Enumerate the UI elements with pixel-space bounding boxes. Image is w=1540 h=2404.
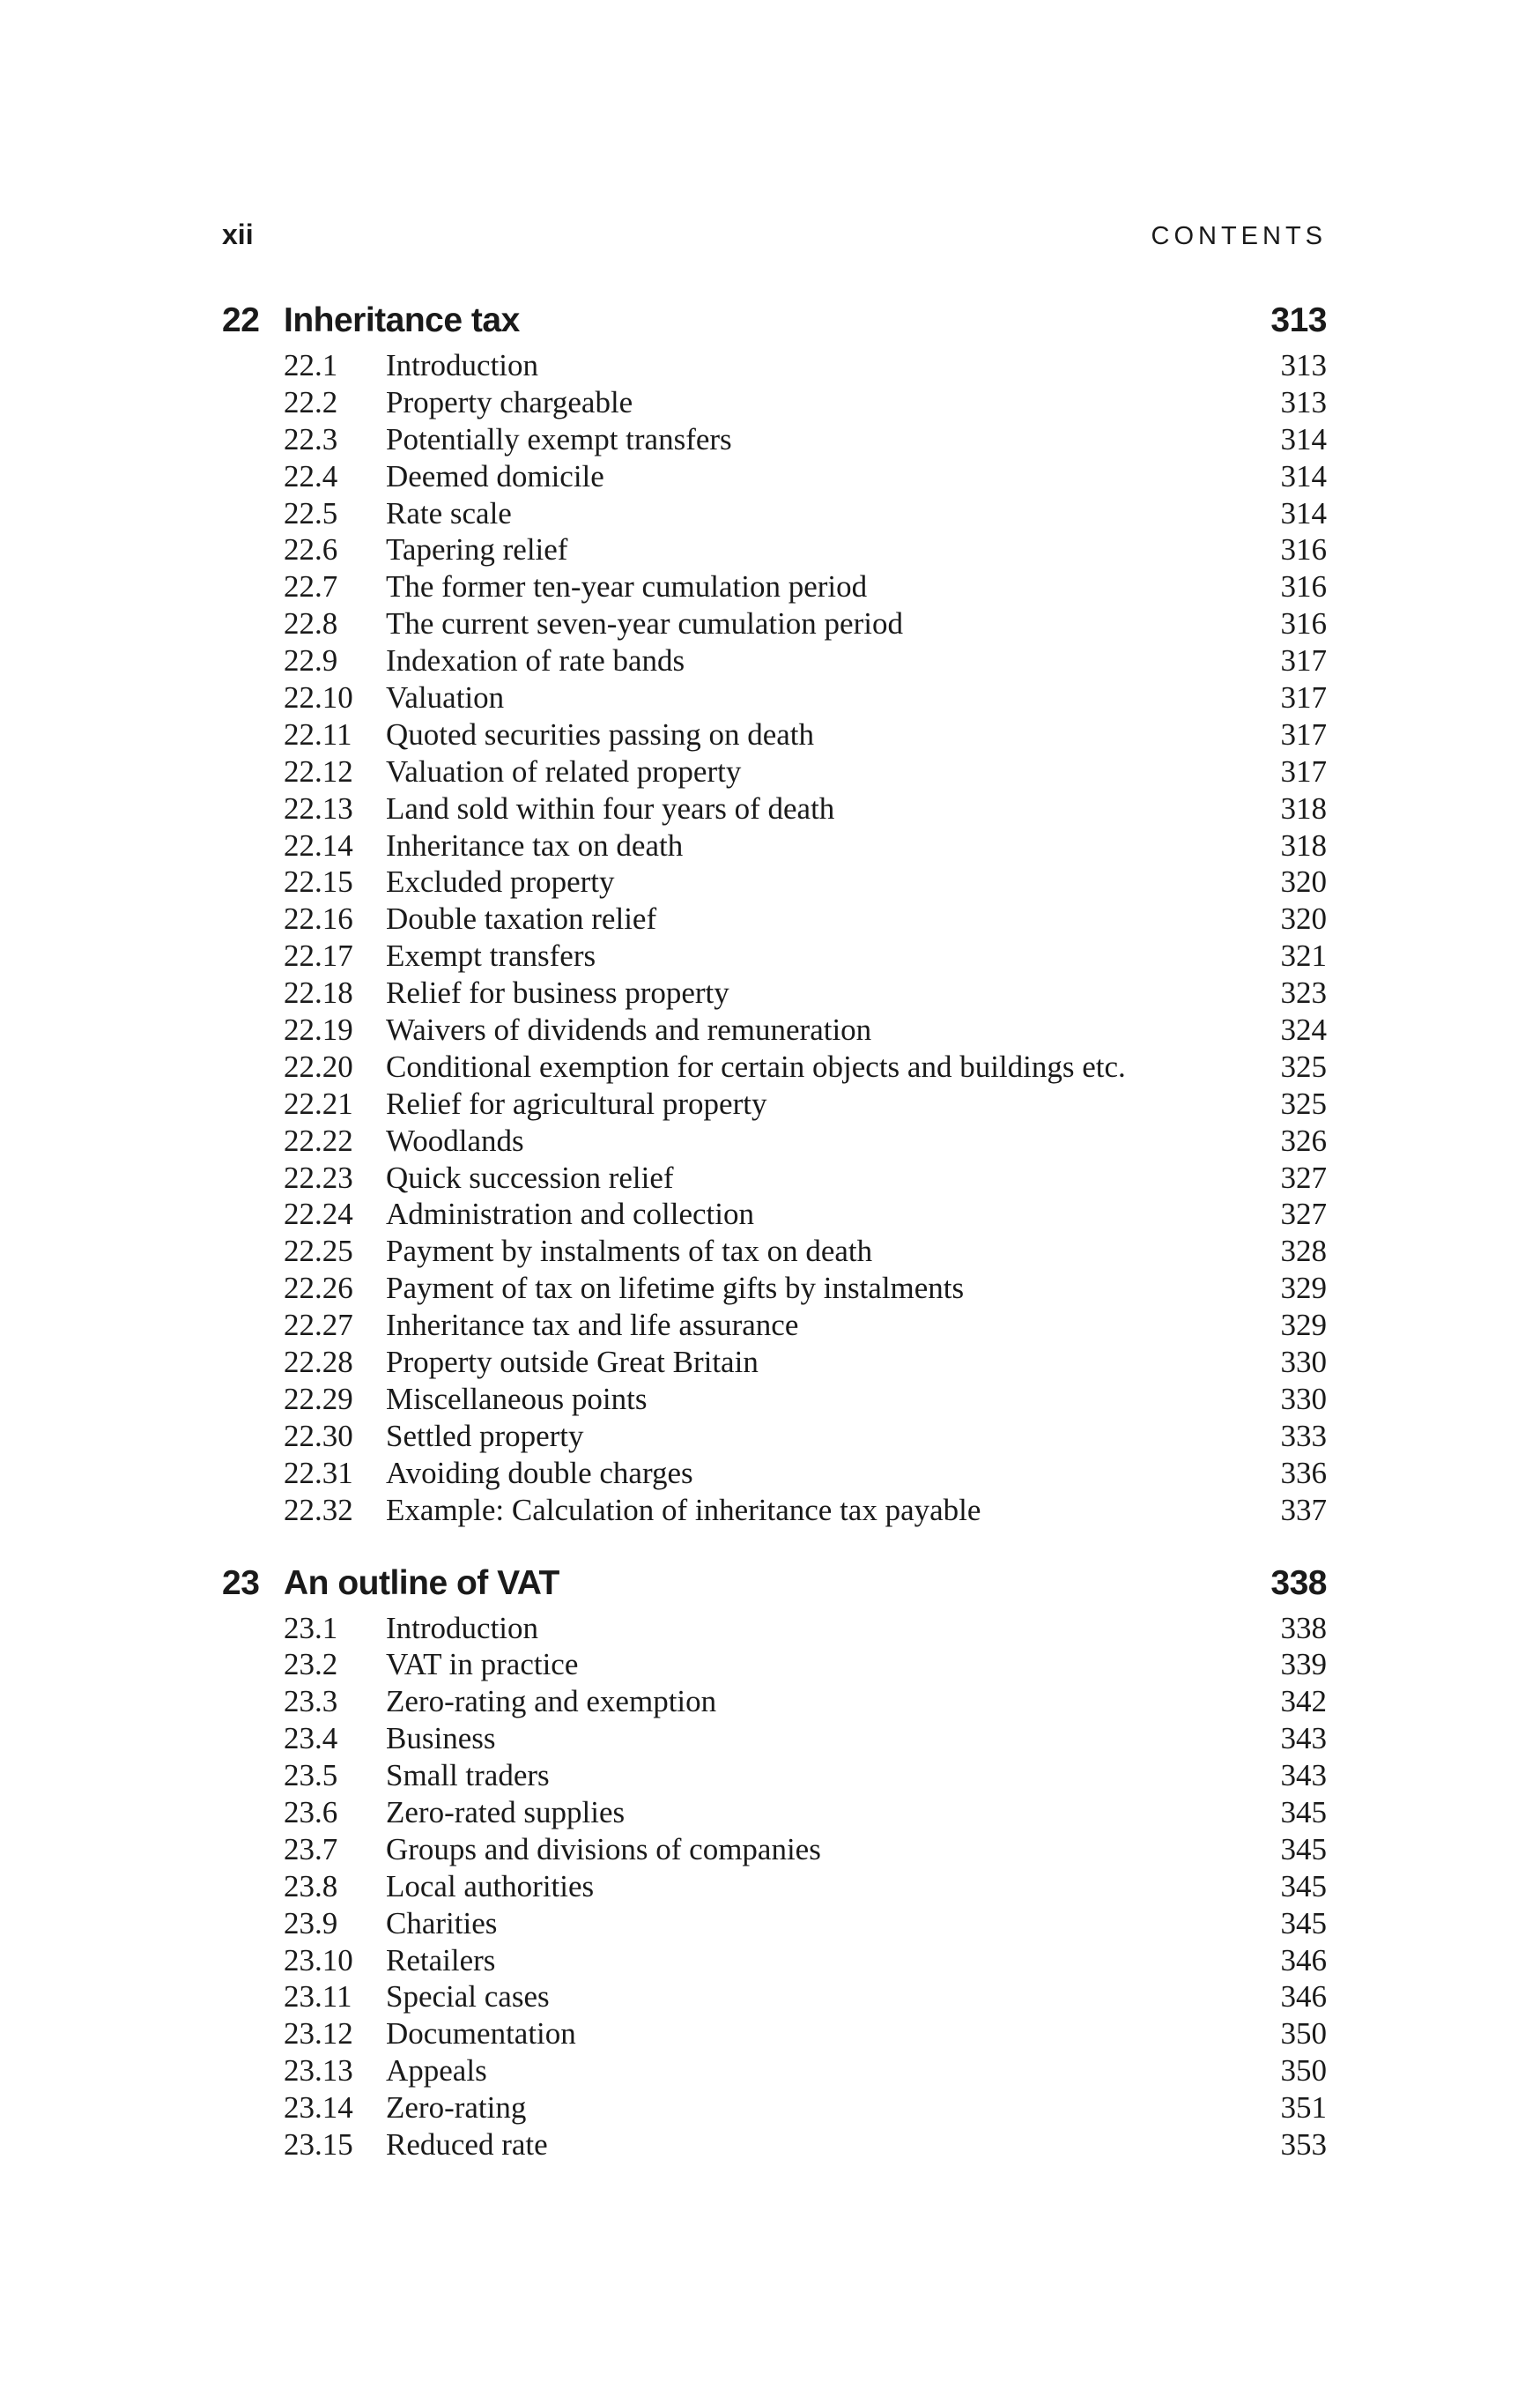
section-number: 22.14 <box>284 827 353 863</box>
chapter-heading <box>222 1564 1327 1610</box>
chapter-number: 22 <box>222 301 260 339</box>
toc-entry <box>222 1086 1327 1123</box>
section-title: Introduction <box>386 1610 539 1645</box>
section-page-number: 316 <box>1280 569 1327 605</box>
running-head: CONTENTS <box>1151 222 1327 250</box>
section-title: Special cases <box>386 1979 550 2014</box>
toc-entry <box>222 938 1327 975</box>
section-page-number: 329 <box>1280 1271 1327 1306</box>
toc-entry <box>222 975 1327 1012</box>
section-title: Zero-rated supplies <box>386 1794 626 1829</box>
chapter-23 <box>222 1564 1327 2163</box>
table-of-contents <box>222 301 1327 2163</box>
section-title: Relief for agricultural property <box>386 1086 767 1121</box>
section-title: Charities <box>386 1905 498 1940</box>
section-page-number: 314 <box>1280 421 1327 456</box>
section-page-number: 317 <box>1280 753 1327 789</box>
section-number: 22.24 <box>284 1197 353 1232</box>
chapter-title: Inheritance tax <box>284 301 520 339</box>
section-number: 22.29 <box>284 1381 353 1416</box>
toc-entry <box>222 1381 1327 1418</box>
section-title: Payment by instalments of tax on death <box>386 1234 873 1269</box>
section-number: 23.14 <box>284 2090 353 2126</box>
section-title: Payment of tax on lifetime gifts by instalments <box>386 1271 965 1306</box>
toc-entry <box>222 1831 1327 1868</box>
section-page-number: 345 <box>1280 1868 1327 1903</box>
chapter-page-number: 313 <box>1270 301 1327 339</box>
toc-entry <box>222 1905 1327 1942</box>
toc-entry <box>222 2126 1327 2163</box>
section-number: 22.8 <box>284 606 338 642</box>
toc-entry <box>222 2089 1327 2126</box>
section-number: 23.8 <box>284 1868 338 1903</box>
section-page-number: 313 <box>1280 348 1327 382</box>
chapter-22 <box>222 301 1327 1529</box>
section-page-number: 339 <box>1280 1647 1327 1682</box>
section-title: Introduction <box>386 348 539 382</box>
section-number: 22.18 <box>284 976 353 1011</box>
section-page-number: 351 <box>1280 2090 1327 2126</box>
toc-entry <box>222 716 1327 753</box>
section-page-number: 346 <box>1280 1979 1327 2014</box>
section-page-number: 330 <box>1280 1381 1327 1416</box>
section-page-number: 350 <box>1280 2053 1327 2089</box>
toc-entry <box>222 1868 1327 1905</box>
section-title: Valuation <box>386 680 505 716</box>
section-page-number: 343 <box>1280 1721 1327 1756</box>
toc-entry <box>222 1794 1327 1831</box>
section-title: Double taxation relief <box>386 902 657 937</box>
section-title: Appeals <box>386 2053 487 2089</box>
section-page-number: 317 <box>1280 680 1327 716</box>
section-number: 22.4 <box>284 458 338 493</box>
section-title: Tapering relief <box>386 532 568 568</box>
section-title: Small traders <box>386 1758 550 1793</box>
section-number: 22.11 <box>284 716 352 752</box>
section-title: Property outside Great Britain <box>386 1345 759 1380</box>
section-title: Relief for business property <box>386 976 729 1011</box>
section-number: 22.28 <box>284 1345 353 1380</box>
toc-entry <box>222 531 1327 568</box>
section-page-number: 345 <box>1280 1794 1327 1829</box>
section-title: Documentation <box>386 2016 576 2052</box>
section-page-number: 321 <box>1280 939 1327 974</box>
section-page-number: 345 <box>1280 1905 1327 1940</box>
section-page-number: 350 <box>1280 2016 1327 2052</box>
section-page-number: 316 <box>1280 606 1327 642</box>
toc-entry <box>222 1492 1327 1529</box>
section-title: Zero-rating <box>386 2090 527 2126</box>
toc-entry <box>222 1196 1327 1233</box>
section-title: The former ten-year cumulation period <box>386 569 868 605</box>
section-title: Land sold within four years of death <box>386 790 835 826</box>
section-list <box>222 1610 1327 2163</box>
chapter-number: 23 <box>222 1563 260 1602</box>
section-title: Quick succession relief <box>386 1160 674 1195</box>
toc-entry <box>222 495 1327 532</box>
page-folio: xii <box>222 219 254 250</box>
section-number: 22.2 <box>284 384 338 419</box>
toc-entry <box>222 1123 1327 1160</box>
section-page-number: 328 <box>1280 1234 1327 1269</box>
toc-entry <box>222 1049 1327 1086</box>
section-number: 22.22 <box>284 1123 353 1158</box>
section-page-number: 325 <box>1280 1086 1327 1121</box>
section-number: 22.31 <box>284 1455 353 1490</box>
section-number: 23.12 <box>284 2016 353 2052</box>
section-title: Excluded property <box>386 864 615 900</box>
section-title: Zero-rating and exemption <box>386 1684 717 1719</box>
toc-entry <box>222 1270 1327 1307</box>
section-number: 22.12 <box>284 753 353 789</box>
section-page-number: 320 <box>1280 902 1327 937</box>
chapter-title: An outline of VAT <box>284 1563 559 1602</box>
section-title: Indexation of rate bands <box>386 643 685 679</box>
section-page-number: 317 <box>1280 716 1327 752</box>
section-number: 22.26 <box>284 1271 353 1306</box>
section-page-number: 318 <box>1280 827 1327 863</box>
toc-entry <box>222 864 1327 901</box>
section-page-number: 316 <box>1280 532 1327 568</box>
section-page-number: 313 <box>1280 384 1327 419</box>
section-page-number: 346 <box>1280 1942 1327 1977</box>
toc-entry <box>222 1683 1327 1720</box>
section-number: 22.13 <box>284 790 353 826</box>
section-page-number: 343 <box>1280 1758 1327 1793</box>
section-page-number: 342 <box>1280 1684 1327 1719</box>
section-number: 22.23 <box>284 1160 353 1195</box>
section-number: 23.11 <box>284 1979 352 2014</box>
section-page-number: 329 <box>1280 1308 1327 1343</box>
toc-entry <box>222 827 1327 864</box>
section-page-number: 327 <box>1280 1197 1327 1232</box>
section-title: Waivers of dividends and remuneration <box>386 1013 872 1048</box>
section-number: 23.6 <box>284 1794 338 1829</box>
section-page-number: 330 <box>1280 1345 1327 1380</box>
section-title: VAT in practice <box>386 1647 579 1682</box>
section-title: Inheritance tax on death <box>386 827 684 863</box>
section-page-number: 314 <box>1280 458 1327 493</box>
toc-entry <box>222 1757 1327 1794</box>
toc-entry <box>222 1418 1327 1455</box>
section-number: 23.5 <box>284 1758 338 1793</box>
section-page-number: 325 <box>1280 1049 1327 1084</box>
section-title: Woodlands <box>386 1123 524 1158</box>
toc-entry <box>222 679 1327 716</box>
section-title: Retailers <box>386 1942 496 1977</box>
toc-entry <box>222 421 1327 458</box>
section-page-number: 336 <box>1280 1455 1327 1490</box>
section-page-number: 353 <box>1280 2126 1327 2162</box>
section-title: Reduced rate <box>386 2126 548 2162</box>
section-number: 23.4 <box>284 1721 338 1756</box>
section-page-number: 317 <box>1280 643 1327 679</box>
section-title: Avoiding double charges <box>386 1455 693 1490</box>
toc-entry <box>222 1646 1327 1683</box>
section-number: 22.9 <box>284 643 338 679</box>
toc-entry <box>222 790 1327 827</box>
section-title: The current seven-year cumulation period <box>386 606 903 642</box>
section-page-number: 345 <box>1280 1831 1327 1866</box>
section-title: Property chargeable <box>386 384 633 419</box>
section-title: Example: Calculation of inheritance tax payable <box>386 1492 981 1527</box>
section-title: Business <box>386 1721 496 1756</box>
section-page-number: 323 <box>1280 976 1327 1011</box>
section-title: Quoted securities passing on death <box>386 716 815 752</box>
toc-entry <box>222 2052 1327 2089</box>
section-number: 22.19 <box>284 1013 353 1048</box>
section-number: 22.20 <box>284 1049 353 1084</box>
toc-entry <box>222 568 1327 605</box>
section-number: 22.25 <box>284 1234 353 1269</box>
section-title: Valuation of related property <box>386 753 742 789</box>
contents-page <box>222 219 1327 2163</box>
section-number: 23.13 <box>284 2053 353 2089</box>
section-page-number: 327 <box>1280 1160 1327 1195</box>
toc-entry <box>222 1160 1327 1197</box>
section-title: Inheritance tax and life assurance <box>386 1308 799 1343</box>
chapter-page-number: 338 <box>1270 1563 1327 1602</box>
section-number: 23.7 <box>284 1831 338 1866</box>
toc-entry <box>222 347 1327 384</box>
toc-entry <box>222 605 1327 642</box>
section-title: Miscellaneous points <box>386 1381 648 1416</box>
section-number: 23.9 <box>284 1905 338 1940</box>
section-number: 23.15 <box>284 2126 353 2162</box>
toc-entry <box>222 1344 1327 1381</box>
section-number: 22.5 <box>284 495 338 531</box>
section-number: 22.16 <box>284 902 353 937</box>
toc-entry <box>222 1720 1327 1757</box>
section-title: Settled property <box>386 1418 584 1453</box>
toc-entry <box>222 901 1327 938</box>
section-number: 22.10 <box>284 680 353 716</box>
section-title: Potentially exempt transfers <box>386 421 732 456</box>
section-page-number: 333 <box>1280 1418 1327 1453</box>
section-title: Rate scale <box>386 495 512 531</box>
section-title: Groups and divisions of companies <box>386 1831 821 1866</box>
toc-entry <box>222 384 1327 421</box>
section-number: 22.3 <box>284 421 338 456</box>
section-title: Administration and collection <box>386 1197 754 1232</box>
section-number: 22.1 <box>284 348 338 382</box>
toc-entry <box>222 1610 1327 1647</box>
section-number: 23.3 <box>284 1684 338 1719</box>
section-page-number: 337 <box>1280 1492 1327 1527</box>
section-page-number: 318 <box>1280 790 1327 826</box>
section-page-number: 314 <box>1280 495 1327 531</box>
page-header <box>222 219 1327 257</box>
toc-entry <box>222 458 1327 495</box>
section-number: 22.30 <box>284 1418 353 1453</box>
toc-entry <box>222 2015 1327 2052</box>
section-number: 22.21 <box>284 1086 353 1121</box>
toc-entry <box>222 1942 1327 1979</box>
toc-entry <box>222 1307 1327 1344</box>
toc-entry <box>222 1978 1327 2015</box>
section-title: Conditional exemption for certain objects and buildings etc. <box>386 1049 1126 1084</box>
section-number: 22.7 <box>284 569 338 605</box>
toc-entry <box>222 1455 1327 1492</box>
toc-entry <box>222 642 1327 679</box>
section-page-number: 326 <box>1280 1123 1327 1158</box>
section-number: 23.2 <box>284 1647 338 1682</box>
section-number: 23.10 <box>284 1942 353 1977</box>
toc-entry <box>222 753 1327 790</box>
toc-entry <box>222 1233 1327 1270</box>
chapter-heading <box>222 301 1327 347</box>
toc-entry <box>222 1012 1327 1049</box>
section-title: Exempt transfers <box>386 939 596 974</box>
section-page-number: 338 <box>1280 1610 1327 1645</box>
section-number: 22.6 <box>284 532 338 568</box>
section-number: 22.15 <box>284 864 353 900</box>
section-list <box>222 347 1327 1529</box>
section-number: 22.32 <box>284 1492 353 1527</box>
section-number: 22.17 <box>284 939 353 974</box>
section-title: Local authorities <box>386 1868 595 1903</box>
section-number: 23.1 <box>284 1610 338 1645</box>
section-page-number: 320 <box>1280 864 1327 900</box>
section-page-number: 324 <box>1280 1013 1327 1048</box>
section-number: 22.27 <box>284 1308 353 1343</box>
section-title: Deemed domicile <box>386 458 604 493</box>
